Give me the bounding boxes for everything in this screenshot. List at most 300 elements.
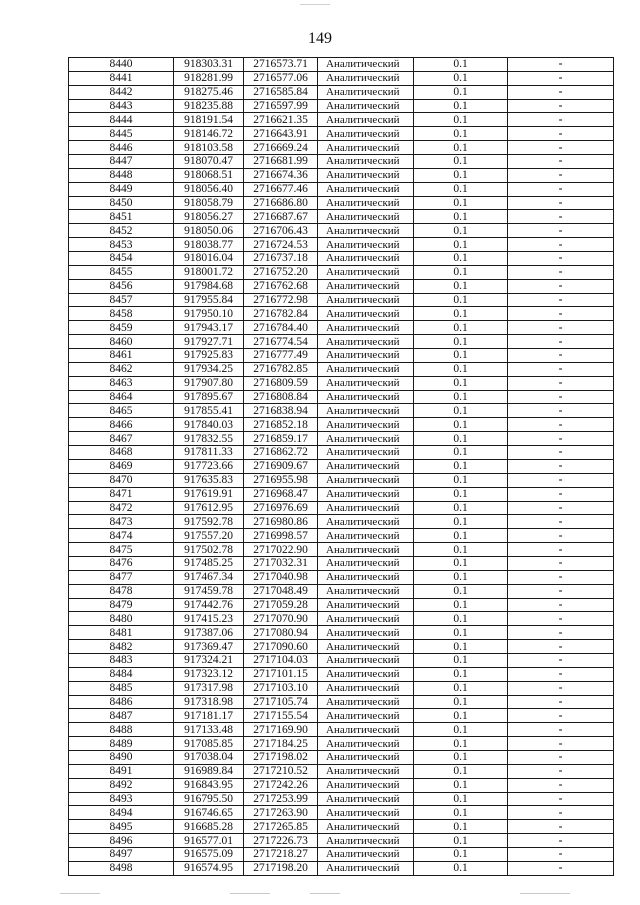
note-cell: - — [508, 376, 614, 390]
scan-artifact — [310, 893, 340, 894]
x-coordinate-cell: 916795.50 — [174, 792, 244, 806]
x-coordinate-cell: 918070.47 — [174, 155, 244, 169]
note-cell: - — [508, 806, 614, 820]
x-coordinate-cell: 917557.20 — [174, 529, 244, 543]
note-cell: - — [508, 446, 614, 460]
determination-method-cell: Аналитический — [318, 224, 414, 238]
point-number-cell: 8465 — [69, 404, 174, 418]
table-row — [69, 556, 614, 570]
determination-method-cell: Аналитический — [318, 584, 414, 598]
accuracy-cell: 0.1 — [414, 806, 508, 820]
point-number-cell: 8458 — [69, 307, 174, 321]
point-number-cell: 8475 — [69, 543, 174, 557]
table-row — [69, 307, 614, 321]
accuracy-cell: 0.1 — [414, 210, 508, 224]
x-coordinate-cell: 916575.09 — [174, 847, 244, 861]
table-row — [69, 279, 614, 293]
note-cell: - — [508, 570, 614, 584]
determination-method-cell: Аналитический — [318, 556, 414, 570]
note-cell: - — [508, 127, 614, 141]
accuracy-cell: 0.1 — [414, 335, 508, 349]
point-number-cell: 8450 — [69, 196, 174, 210]
accuracy-cell: 0.1 — [414, 861, 508, 875]
table-row — [69, 265, 614, 279]
y-coordinate-cell: 2717253.99 — [244, 792, 318, 806]
scan-artifact — [300, 4, 330, 5]
y-coordinate-cell: 2717198.20 — [244, 861, 318, 875]
y-coordinate-cell: 2717059.28 — [244, 598, 318, 612]
point-number-cell: 8466 — [69, 418, 174, 432]
determination-method-cell: Аналитический — [318, 127, 414, 141]
point-number-cell: 8484 — [69, 667, 174, 681]
table-row — [69, 640, 614, 654]
determination-method-cell: Аналитический — [318, 349, 414, 363]
note-cell: - — [508, 349, 614, 363]
accuracy-cell: 0.1 — [414, 182, 508, 196]
y-coordinate-cell: 2717218.27 — [244, 847, 318, 861]
point-number-cell: 8445 — [69, 127, 174, 141]
accuracy-cell: 0.1 — [414, 584, 508, 598]
note-cell: - — [508, 820, 614, 834]
note-cell: - — [508, 723, 614, 737]
accuracy-cell: 0.1 — [414, 640, 508, 654]
determination-method-cell: Аналитический — [318, 612, 414, 626]
note-cell: - — [508, 529, 614, 543]
note-cell: - — [508, 321, 614, 335]
accuracy-cell: 0.1 — [414, 362, 508, 376]
point-number-cell: 8482 — [69, 640, 174, 654]
x-coordinate-cell: 918146.72 — [174, 127, 244, 141]
y-coordinate-cell: 2717032.31 — [244, 556, 318, 570]
x-coordinate-cell: 917619.91 — [174, 487, 244, 501]
note-cell: - — [508, 293, 614, 307]
note-cell: - — [508, 307, 614, 321]
y-coordinate-cell: 2716852.18 — [244, 418, 318, 432]
x-coordinate-cell: 918056.40 — [174, 182, 244, 196]
page-number: 149 — [308, 30, 332, 47]
y-coordinate-cell: 2716784.40 — [244, 321, 318, 335]
table-row — [69, 459, 614, 473]
point-number-cell: 8495 — [69, 820, 174, 834]
y-coordinate-cell: 2716808.84 — [244, 390, 318, 404]
x-coordinate-cell: 918058.79 — [174, 196, 244, 210]
note-cell: - — [508, 238, 614, 252]
determination-method-cell: Аналитический — [318, 806, 414, 820]
y-coordinate-cell: 2717155.54 — [244, 709, 318, 723]
accuracy-cell: 0.1 — [414, 390, 508, 404]
point-number-cell: 8459 — [69, 321, 174, 335]
accuracy-cell: 0.1 — [414, 432, 508, 446]
determination-method-cell: Аналитический — [318, 58, 414, 72]
determination-method-cell: Аналитический — [318, 778, 414, 792]
x-coordinate-cell: 917459.78 — [174, 584, 244, 598]
note-cell: - — [508, 501, 614, 515]
y-coordinate-cell: 2716762.68 — [244, 279, 318, 293]
table-row — [69, 570, 614, 584]
determination-method-cell: Аналитический — [318, 71, 414, 85]
note-cell: - — [508, 335, 614, 349]
y-coordinate-cell: 2716838.94 — [244, 404, 318, 418]
table-row — [69, 820, 614, 834]
accuracy-cell: 0.1 — [414, 238, 508, 252]
y-coordinate-cell: 2716737.18 — [244, 252, 318, 266]
note-cell: - — [508, 196, 614, 210]
accuracy-cell: 0.1 — [414, 501, 508, 515]
note-cell: - — [508, 279, 614, 293]
determination-method-cell: Аналитический — [318, 293, 414, 307]
determination-method-cell: Аналитический — [318, 404, 414, 418]
note-cell: - — [508, 224, 614, 238]
y-coordinate-cell: 2716782.85 — [244, 362, 318, 376]
note-cell: - — [508, 390, 614, 404]
x-coordinate-cell: 918103.58 — [174, 141, 244, 155]
determination-method-cell: Аналитический — [318, 695, 414, 709]
table-row — [69, 335, 614, 349]
x-coordinate-cell: 917612.95 — [174, 501, 244, 515]
table-row — [69, 529, 614, 543]
determination-method-cell: Аналитический — [318, 501, 414, 515]
y-coordinate-cell: 2717070.90 — [244, 612, 318, 626]
point-number-cell: 8448 — [69, 168, 174, 182]
accuracy-cell: 0.1 — [414, 473, 508, 487]
accuracy-cell: 0.1 — [414, 515, 508, 529]
accuracy-cell: 0.1 — [414, 750, 508, 764]
determination-method-cell: Аналитический — [318, 99, 414, 113]
scan-artifact — [230, 893, 270, 894]
table-row — [69, 778, 614, 792]
x-coordinate-cell: 917934.25 — [174, 362, 244, 376]
point-number-cell: 8478 — [69, 584, 174, 598]
point-number-cell: 8460 — [69, 335, 174, 349]
accuracy-cell: 0.1 — [414, 252, 508, 266]
note-cell: - — [508, 778, 614, 792]
accuracy-cell: 0.1 — [414, 446, 508, 460]
table-row — [69, 584, 614, 598]
table-row — [69, 155, 614, 169]
table-row — [69, 737, 614, 751]
note-cell: - — [508, 543, 614, 557]
note-cell: - — [508, 155, 614, 169]
point-number-cell: 8444 — [69, 113, 174, 127]
y-coordinate-cell: 2716573.71 — [244, 58, 318, 72]
note-cell: - — [508, 598, 614, 612]
y-coordinate-cell: 2717242.26 — [244, 778, 318, 792]
determination-method-cell: Аналитический — [318, 252, 414, 266]
determination-method-cell: Аналитический — [318, 847, 414, 861]
table-row — [69, 376, 614, 390]
note-cell: - — [508, 113, 614, 127]
x-coordinate-cell: 917832.55 — [174, 432, 244, 446]
x-coordinate-cell: 917324.21 — [174, 653, 244, 667]
point-number-cell: 8457 — [69, 293, 174, 307]
determination-method-cell: Аналитический — [318, 238, 414, 252]
x-coordinate-cell: 916746.65 — [174, 806, 244, 820]
y-coordinate-cell: 2716998.57 — [244, 529, 318, 543]
determination-method-cell: Аналитический — [318, 155, 414, 169]
y-coordinate-cell: 2717104.03 — [244, 653, 318, 667]
y-coordinate-cell: 2716909.67 — [244, 459, 318, 473]
accuracy-cell: 0.1 — [414, 723, 508, 737]
table-row — [69, 515, 614, 529]
point-number-cell: 8496 — [69, 834, 174, 848]
accuracy-cell: 0.1 — [414, 459, 508, 473]
x-coordinate-cell: 916577.01 — [174, 834, 244, 848]
determination-method-cell: Аналитический — [318, 321, 414, 335]
accuracy-cell: 0.1 — [414, 709, 508, 723]
point-number-cell: 8468 — [69, 446, 174, 460]
x-coordinate-cell: 917467.34 — [174, 570, 244, 584]
note-cell: - — [508, 58, 614, 72]
y-coordinate-cell: 2716585.84 — [244, 85, 318, 99]
table-row — [69, 418, 614, 432]
y-coordinate-cell: 2716968.47 — [244, 487, 318, 501]
accuracy-cell: 0.1 — [414, 293, 508, 307]
x-coordinate-cell: 917085.85 — [174, 737, 244, 751]
point-number-cell: 8479 — [69, 598, 174, 612]
x-coordinate-cell: 917415.23 — [174, 612, 244, 626]
note-cell: - — [508, 653, 614, 667]
y-coordinate-cell: 2716621.35 — [244, 113, 318, 127]
accuracy-cell: 0.1 — [414, 71, 508, 85]
x-coordinate-cell: 918303.31 — [174, 58, 244, 72]
table-row — [69, 58, 614, 72]
accuracy-cell: 0.1 — [414, 155, 508, 169]
point-number-cell: 8498 — [69, 861, 174, 875]
point-number-cell: 8490 — [69, 750, 174, 764]
x-coordinate-cell: 916843.95 — [174, 778, 244, 792]
table-row — [69, 612, 614, 626]
note-cell: - — [508, 626, 614, 640]
y-coordinate-cell: 2716686.80 — [244, 196, 318, 210]
determination-method-cell: Аналитический — [318, 376, 414, 390]
point-number-cell: 8497 — [69, 847, 174, 861]
determination-method-cell: Аналитический — [318, 626, 414, 640]
point-number-cell: 8446 — [69, 141, 174, 155]
x-coordinate-cell: 917318.98 — [174, 695, 244, 709]
y-coordinate-cell: 2716955.98 — [244, 473, 318, 487]
x-coordinate-cell: 918016.04 — [174, 252, 244, 266]
point-number-cell: 8473 — [69, 515, 174, 529]
note-cell: - — [508, 667, 614, 681]
table-row — [69, 709, 614, 723]
point-number-cell: 8480 — [69, 612, 174, 626]
table-row — [69, 764, 614, 778]
y-coordinate-cell: 2716643.91 — [244, 127, 318, 141]
note-cell: - — [508, 99, 614, 113]
y-coordinate-cell: 2717090.60 — [244, 640, 318, 654]
table-row — [69, 750, 614, 764]
table-row — [69, 113, 614, 127]
point-number-cell: 8485 — [69, 681, 174, 695]
x-coordinate-cell: 917811.33 — [174, 446, 244, 460]
determination-method-cell: Аналитический — [318, 473, 414, 487]
table-row — [69, 349, 614, 363]
table-row — [69, 543, 614, 557]
determination-method-cell: Аналитический — [318, 418, 414, 432]
x-coordinate-cell: 916574.95 — [174, 861, 244, 875]
point-number-cell: 8464 — [69, 390, 174, 404]
table-body — [69, 58, 614, 876]
determination-method-cell: Аналитический — [318, 543, 414, 557]
x-coordinate-cell: 918038.77 — [174, 238, 244, 252]
determination-method-cell: Аналитический — [318, 529, 414, 543]
y-coordinate-cell: 2717101.15 — [244, 667, 318, 681]
table-row — [69, 653, 614, 667]
note-cell: - — [508, 85, 614, 99]
table-row — [69, 806, 614, 820]
determination-method-cell: Аналитический — [318, 750, 414, 764]
table-row — [69, 141, 614, 155]
x-coordinate-cell: 918001.72 — [174, 265, 244, 279]
table-row — [69, 501, 614, 515]
x-coordinate-cell: 917635.83 — [174, 473, 244, 487]
point-number-cell: 8471 — [69, 487, 174, 501]
point-number-cell: 8488 — [69, 723, 174, 737]
accuracy-cell: 0.1 — [414, 556, 508, 570]
determination-method-cell: Аналитический — [318, 446, 414, 460]
determination-method-cell: Аналитический — [318, 487, 414, 501]
note-cell: - — [508, 418, 614, 432]
determination-method-cell: Аналитический — [318, 390, 414, 404]
determination-method-cell: Аналитический — [318, 459, 414, 473]
table-row — [69, 681, 614, 695]
point-number-cell: 8461 — [69, 349, 174, 363]
accuracy-cell: 0.1 — [414, 529, 508, 543]
point-number-cell: 8456 — [69, 279, 174, 293]
accuracy-cell: 0.1 — [414, 168, 508, 182]
x-coordinate-cell: 917181.17 — [174, 709, 244, 723]
table-row — [69, 85, 614, 99]
y-coordinate-cell: 2716724.53 — [244, 238, 318, 252]
x-coordinate-cell: 917442.76 — [174, 598, 244, 612]
point-number-cell: 8440 — [69, 58, 174, 72]
y-coordinate-cell: 2717226.73 — [244, 834, 318, 848]
y-coordinate-cell: 2717198.02 — [244, 750, 318, 764]
point-number-cell: 8481 — [69, 626, 174, 640]
note-cell: - — [508, 681, 614, 695]
table-row — [69, 210, 614, 224]
point-number-cell: 8453 — [69, 238, 174, 252]
determination-method-cell: Аналитический — [318, 834, 414, 848]
point-number-cell: 8469 — [69, 459, 174, 473]
accuracy-cell: 0.1 — [414, 349, 508, 363]
x-coordinate-cell: 917855.41 — [174, 404, 244, 418]
determination-method-cell: Аналитический — [318, 723, 414, 737]
table-row — [69, 168, 614, 182]
accuracy-cell: 0.1 — [414, 695, 508, 709]
x-coordinate-cell: 917984.68 — [174, 279, 244, 293]
note-cell: - — [508, 168, 614, 182]
x-coordinate-cell: 917955.84 — [174, 293, 244, 307]
accuracy-cell: 0.1 — [414, 224, 508, 238]
y-coordinate-cell: 2717040.98 — [244, 570, 318, 584]
point-number-cell: 8463 — [69, 376, 174, 390]
note-cell: - — [508, 210, 614, 224]
x-coordinate-cell: 918068.51 — [174, 168, 244, 182]
point-number-cell: 8494 — [69, 806, 174, 820]
point-number-cell: 8455 — [69, 265, 174, 279]
accuracy-cell: 0.1 — [414, 681, 508, 695]
x-coordinate-cell: 917038.04 — [174, 750, 244, 764]
accuracy-cell: 0.1 — [414, 570, 508, 584]
x-coordinate-cell: 917502.78 — [174, 543, 244, 557]
scan-artifact — [520, 893, 570, 894]
determination-method-cell: Аналитический — [318, 681, 414, 695]
determination-method-cell: Аналитический — [318, 182, 414, 196]
x-coordinate-cell: 917927.71 — [174, 335, 244, 349]
x-coordinate-cell: 917907.80 — [174, 376, 244, 390]
table-row — [69, 404, 614, 418]
note-cell: - — [508, 737, 614, 751]
accuracy-cell: 0.1 — [414, 141, 508, 155]
determination-method-cell: Аналитический — [318, 709, 414, 723]
table-row — [69, 321, 614, 335]
x-coordinate-cell: 917592.78 — [174, 515, 244, 529]
y-coordinate-cell: 2717022.90 — [244, 543, 318, 557]
x-coordinate-cell: 918275.46 — [174, 85, 244, 99]
note-cell: - — [508, 71, 614, 85]
note-cell: - — [508, 404, 614, 418]
x-coordinate-cell: 917840.03 — [174, 418, 244, 432]
y-coordinate-cell: 2716862.72 — [244, 446, 318, 460]
point-number-cell: 8472 — [69, 501, 174, 515]
table-row — [69, 792, 614, 806]
y-coordinate-cell: 2717263.90 — [244, 806, 318, 820]
determination-method-cell: Аналитический — [318, 335, 414, 349]
note-cell: - — [508, 640, 614, 654]
table-row — [69, 598, 614, 612]
accuracy-cell: 0.1 — [414, 653, 508, 667]
determination-method-cell: Аналитический — [318, 432, 414, 446]
accuracy-cell: 0.1 — [414, 404, 508, 418]
note-cell: - — [508, 584, 614, 598]
accuracy-cell: 0.1 — [414, 99, 508, 113]
table-row — [69, 99, 614, 113]
y-coordinate-cell: 2716674.36 — [244, 168, 318, 182]
y-coordinate-cell: 2716772.98 — [244, 293, 318, 307]
accuracy-cell: 0.1 — [414, 307, 508, 321]
table-row — [69, 446, 614, 460]
x-coordinate-cell: 917950.10 — [174, 307, 244, 321]
determination-method-cell: Аналитический — [318, 820, 414, 834]
x-coordinate-cell: 917943.17 — [174, 321, 244, 335]
accuracy-cell: 0.1 — [414, 667, 508, 681]
determination-method-cell: Аналитический — [318, 792, 414, 806]
note-cell: - — [508, 459, 614, 473]
table-row — [69, 238, 614, 252]
table-row — [69, 390, 614, 404]
coordinates-table — [68, 57, 614, 876]
x-coordinate-cell: 918050.06 — [174, 224, 244, 238]
note-cell: - — [508, 141, 614, 155]
table-row — [69, 695, 614, 709]
x-coordinate-cell: 917369.47 — [174, 640, 244, 654]
x-coordinate-cell: 918281.99 — [174, 71, 244, 85]
determination-method-cell: Аналитический — [318, 737, 414, 751]
y-coordinate-cell: 2717210.52 — [244, 764, 318, 778]
x-coordinate-cell: 918235.88 — [174, 99, 244, 113]
determination-method-cell: Аналитический — [318, 196, 414, 210]
accuracy-cell: 0.1 — [414, 418, 508, 432]
point-number-cell: 8492 — [69, 778, 174, 792]
y-coordinate-cell: 2716669.24 — [244, 141, 318, 155]
accuracy-cell: 0.1 — [414, 487, 508, 501]
table-row — [69, 626, 614, 640]
x-coordinate-cell: 917323.12 — [174, 667, 244, 681]
determination-method-cell: Аналитический — [318, 307, 414, 321]
accuracy-cell: 0.1 — [414, 847, 508, 861]
point-number-cell: 8493 — [69, 792, 174, 806]
